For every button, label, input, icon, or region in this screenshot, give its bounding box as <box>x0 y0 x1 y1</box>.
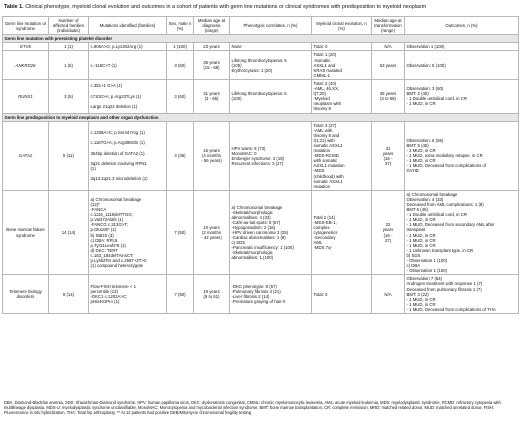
cell-clonal <box>312 190 372 275</box>
cell-outcomes-line: a) Chromosomal breakage <box>406 191 458 197</box>
cell-mutations <box>89 43 167 51</box>
cell-syndrome: GATA2 <box>3 121 49 190</box>
cell-age-line: - 56 years) <box>201 158 222 164</box>
cell-clonal-line: ASXL1 mutation <box>313 163 345 169</box>
cell-clonal-line: -MDS-RCMD <box>313 153 339 159</box>
cell-sex: 3 (60) <box>167 51 194 79</box>
cell-mutations-line: (1) <box>90 165 96 171</box>
table-footnote: DBA: Diamond-Blackfan anemia, SDS: Shwachman-Diamond syndrome, HPV: human papilloma virus, DKC: dyskeratosis congenital, CMML: chronic myelomonocytic leukemia, AML: acute myeloid leukemia, MDS: myelodysplastic syndrome, RCMD: refractory cytopenia with multilineage dysplasia, MDS-U: myelodysplastic syndrome unclassifiable, MonoMAC: Monocytopenia and mycobacterial infection syndrome, BMT: bone marrow transplantation, CR: complete remission, MRD: matched related donor, MUD: matched unrelated donor, FISH: Fluorescence in situ hybridization, THA: Total hip arthroplasty. ** At 12 patients had positive DEB/Mitomycin chromosomal fragility testing <box>4 400 501 415</box>
cell-clonal-line: Total 2 (14) <box>313 214 335 220</box>
cell-mutations-line: Large 21q22 deletion (1) <box>90 103 138 109</box>
cell-age <box>194 79 230 113</box>
header-cell-mutations: Mutations identified (families) <box>89 17 167 35</box>
cell-clonal-line: somatic ASXL1 <box>313 178 343 184</box>
cell-outcomes-line: - 1 MUD, in CR <box>406 301 436 307</box>
cell-mutations-line: d) DKC: TERT <box>90 247 119 253</box>
header-cell-clonal: Myeloid clonal evolution, n (%) <box>312 17 372 35</box>
caption-text: Clinical phenotype, myeloid clonal evolution and outcomes in a cohort of patients with germ line mutations or clinical syndromes with predisposition to myeloid neoplasm <box>25 4 427 10</box>
cell-mutations-line: -DKC1 c.1202A>C; <box>90 294 128 300</box>
cell-phenotype <box>230 79 312 113</box>
table-caption <box>4 4 516 11</box>
cell-outcomes <box>405 190 519 275</box>
cell-mutations-line: 3q13.2q21.3 microdeletion (1) <box>90 176 148 182</box>
cell-mutations-line: p.Glu105* (1) <box>90 227 117 233</box>
cell-clonal <box>312 43 372 51</box>
cell-phenotype-line: -Hypogonadism: 2 (16) <box>231 224 276 230</box>
cell-syndrome: Bone marrow failure syndrome <box>3 190 49 275</box>
caption-label: Table 1. <box>4 4 24 10</box>
cell-clonal-line: trisomy 8 <box>313 106 331 112</box>
cell-clonal-line: -Somatic <box>313 57 331 63</box>
cell-clonal-line: trisomy 8 and <box>313 132 340 138</box>
cell-outcomes-line: BMT: 5 (45) <box>406 142 429 148</box>
cell-mutations-line: p.Tyr31Leufs*8 (1) <box>90 242 126 248</box>
cell-transform <box>372 51 405 79</box>
cell-transform-line: 27) <box>384 237 392 243</box>
cell-phenotype-line: Recurrent infections: 3 (27) <box>231 160 284 166</box>
cell-age <box>194 275 230 314</box>
cell-phenotype-line: Emberger syndrome: 2 (18) <box>231 155 285 161</box>
cell-outcomes-line: - 2 MUD, in CR <box>406 148 436 154</box>
cell-outcomes-line: - 1 MUD, in CR <box>406 217 436 223</box>
cell-clonal-line: Total: 2 (40) <box>313 80 337 86</box>
cell-sex: 3 (60) <box>167 79 194 113</box>
section-row <box>3 113 519 121</box>
cell-outcomes-line: - 1 MUD, extra medullary relapse, in CR <box>406 153 483 159</box>
cell-outcomes-line: Observation 7 (64) <box>406 276 443 282</box>
cell-transform-line: 63 years <box>379 62 397 68</box>
cell-age-line: 23 years <box>203 44 220 50</box>
cell-age <box>194 43 230 51</box>
cell-syndrome: ANKRD26 <box>3 51 49 79</box>
cell-sex: 4 (36) <box>167 121 194 190</box>
section-title: Germ line mutation with preexisting platelet disorder <box>3 35 519 43</box>
cell-age-line: (3 - 66) <box>204 96 219 102</box>
cell-clonal-line: mutation <box>313 183 330 189</box>
cell-clonal-line: AML <box>313 240 323 246</box>
cell-phenotype <box>230 43 312 51</box>
cell-phenotype-line: HPV warts: 8 (73) <box>231 145 266 151</box>
cell-mutations-line: c.1115_1118delTTGG; <box>90 212 133 218</box>
cell-transform-line: (3 to 66) <box>379 96 396 102</box>
cell-outcomes-line: - 1 MUD, in CR <box>406 232 436 238</box>
cell-outcomes-line: Observation: 6 (55) <box>406 137 444 143</box>
cell-age-line: (4 months <box>201 153 222 159</box>
cell-families: 3 (5) <box>49 79 89 113</box>
header-row <box>3 17 519 35</box>
cell-mutations-line: c.1187G>A; p.Arg396Gln (1) <box>90 140 145 146</box>
cell-mutations-line: c.905A>G; p.Lys302Arg (1) <box>90 44 143 50</box>
cell-phenotype-line: None <box>231 44 242 50</box>
cell-mutations-line: 354bp deletion of GATA2 (1) <box>90 150 145 156</box>
cell-age-line: 36 years <box>203 60 220 66</box>
cell-age-line: (15 - 68) <box>203 65 220 71</box>
cell-age <box>194 190 230 275</box>
cell-mutations-line: c) DBA: RPL5 <box>90 237 118 243</box>
cell-phenotype-line: -Premature graying of hair 0 <box>231 299 285 305</box>
table-row <box>3 121 519 190</box>
cell-age-line: 10 years <box>203 224 220 230</box>
cell-outcomes-line: Observation 1 (100) <box>406 44 445 50</box>
cell-families: 1 (1) <box>49 43 89 51</box>
cell-outcomes-line: Deceased from pulmonary fibrosis 1 (7) <box>406 286 482 292</box>
cell-outcomes-line: BMT 5 (45) <box>406 207 428 213</box>
cell-outcomes-line: - 1 MUD, in CR <box>406 237 436 243</box>
cell-transform <box>372 190 405 275</box>
cell-outcomes-line: - Observation 1 (100) <box>406 268 448 274</box>
cell-outcomes-line: Androgen treatment with response 1 (7) <box>406 281 483 287</box>
header-cell-outcomes: Outcomes, n (%) <box>405 17 519 35</box>
cell-mutations-line: 3q21 deletion involving RPN1 <box>90 160 147 166</box>
cell-transform-line: 22 <box>385 222 391 228</box>
cell-outcomes-line: Deceased from AML complications: 1 (8) <box>406 202 484 207</box>
cell-outcomes-line: BMT: 3 (22) <box>406 291 429 297</box>
cell-age-line: - 42 years) <box>201 235 222 241</box>
cell-mutations-line: c.-116C>T (1) <box>90 62 117 68</box>
cell-clonal-line: -Secondary <box>313 235 336 241</box>
cell-clonal-line: with somatic <box>313 158 338 164</box>
cell-phenotype-line: -DKC phenotype: 8 (57) <box>231 283 277 289</box>
table-row <box>3 190 519 275</box>
cell-outcomes-line: b) SDS <box>406 252 421 258</box>
cell-transform-line: (16 - <box>383 155 393 161</box>
cell-transform-line: N/A <box>384 291 392 297</box>
cell-clonal <box>312 121 372 190</box>
cell-mutations-line: -FANCA <box>90 207 107 213</box>
cell-transform <box>372 79 405 113</box>
cell-clonal-line: cytogenetics <box>313 230 338 236</box>
cell-clonal-line: Total: 3 (27) <box>313 122 337 128</box>
cell-clonal-line: KRAS mutated <box>313 67 342 73</box>
cell-mutations-line: c710G>A; p.Arg237Lys (1) <box>90 93 142 99</box>
cell-mutations <box>89 190 167 275</box>
cell-sex: 7 (50) <box>167 190 194 275</box>
cell-clonal-line: Total: 0 <box>313 44 328 50</box>
cell-phenotype-line: abnormalities: 1 (100) <box>231 255 274 261</box>
cell-clonal-line: Total: 1 (20) <box>313 52 337 58</box>
cell-phenotype-line: -Skeletal/morphologic <box>231 250 273 256</box>
cell-clonal-line: -AML with <box>313 127 333 133</box>
cell-mutations <box>89 79 167 113</box>
cell-outcomes-line: Observation: 4 (33) <box>406 196 444 202</box>
cell-sex: 1 (100) <box>167 43 194 51</box>
cell-phenotype-line: Lifelong thrombocytopenia: 5 <box>231 57 287 63</box>
cell-outcomes-line: transplant <box>406 227 426 233</box>
header-cell-age: Median age at diagnosis (range) <box>194 17 230 35</box>
cell-clonal-line: neoplasm with <box>313 101 341 107</box>
cell-clonal-line: -AML, 46,XX, <box>313 86 340 92</box>
cell-families: 5 (11) <box>49 121 89 190</box>
cell-clonal-line: CMML-1 <box>313 72 330 78</box>
cell-phenotype-line: -HPV driven carcinoma 3 (25) <box>231 230 289 236</box>
cell-mutations <box>89 51 167 79</box>
table-row <box>3 275 519 314</box>
cell-outcomes <box>405 275 519 314</box>
cell-phenotype-line: c) SDS <box>231 240 246 246</box>
cell-outcomes-line: - 1 MUD, Deceased from secondary AML after <box>406 222 495 228</box>
header-cell-families: Number of affected families (individuals) <box>49 17 89 35</box>
cell-clonal-line: -MDS <box>313 168 325 174</box>
cell-mutations-line: (1) compound heterozygote <box>90 263 144 269</box>
cell-clonal-line: (childhood) with <box>313 173 344 179</box>
section-title: Germ line predisposition to myeloid neoplasm and other organ dysfunction <box>3 113 519 121</box>
cell-outcomes <box>405 51 519 79</box>
cell-clonal <box>312 275 372 314</box>
cell-outcomes-line: Observation: 3 (60) <box>406 86 444 92</box>
cell-transform <box>372 275 405 314</box>
cell-mutations-line: c.1339A>C; p.Ser447Arg (1) <box>90 130 145 136</box>
cell-phenotype <box>230 121 312 190</box>
cell-transform-line: (16 - <box>383 232 393 238</box>
cell-clonal <box>312 79 372 113</box>
cell-mutations-line: p.Val372Alafs (1) <box>90 217 124 223</box>
cell-mutations-line: p.Lys62Ter and c.2587+2T>C <box>90 258 147 264</box>
cell-phenotype-line: Lifelong thrombocytopenia: 5 <box>231 91 287 97</box>
cell-age-line: 16 years <box>203 148 220 154</box>
cell-outcomes-line: - 1 Double umbilical cord, in CR <box>406 212 467 218</box>
cell-mutations-line: percentile (13) <box>90 289 118 295</box>
cell-age <box>194 121 230 190</box>
cell-clonal-line: t(1;21) with <box>313 137 335 143</box>
cell-clonal-line: complex <box>313 224 330 230</box>
cell-mutations <box>89 121 167 190</box>
cell-outcomes-line: - 1 MUD, in CR <box>406 101 436 107</box>
cell-phenotype-line: a) Chromosomal breakage <box>231 204 283 210</box>
cell-syndrome: Telomere biology disorders <box>3 275 49 314</box>
cell-families: 14 (14) <box>49 190 89 275</box>
cell-outcomes-line: BMT: 2 (40) <box>406 91 429 97</box>
cell-clonal-line: mutation <box>313 148 330 154</box>
header-cell-phenotype: Phenotypic correlates, n (%) <box>230 17 312 35</box>
cell-phenotype-line: abnormalities: 4 (33) <box>231 214 271 220</box>
cell-families: 9 (14) <box>49 275 89 314</box>
table-row <box>3 51 519 79</box>
cell-age-line: 31 years <box>203 91 220 97</box>
cell-clonal <box>312 51 372 79</box>
cell-mutations-line: b) SBDS (3) <box>90 232 114 238</box>
cell-outcomes-line: c) DBA <box>406 263 421 269</box>
cell-phenotype-line: Erythrocytosis: 1 (20) <box>231 67 273 73</box>
section-row <box>3 35 519 43</box>
results-table <box>2 16 519 314</box>
cell-transform-line: 31 <box>385 145 391 151</box>
cell-clonal-line: ASXL1 and <box>313 62 336 68</box>
cell-mutations-line: pHis401Pro (1) <box>90 299 120 305</box>
cell-phenotype-line: MonoMAC: 0 <box>231 150 257 156</box>
cell-sex: 7 (50) <box>167 275 194 314</box>
cell-age-line: (2 months <box>201 230 222 236</box>
cell-phenotype <box>230 275 312 314</box>
cell-mutations-line: a) Chromosomal breakage <box>90 196 142 202</box>
cell-outcomes-line: - 1 MUD, in CR <box>406 242 436 248</box>
cell-age-line: 19 years <box>203 289 220 295</box>
cell-outcomes <box>405 79 519 113</box>
cell-clonal-line: -MDS-EB-1, <box>313 219 337 225</box>
cell-mutations-line: (12)* <box>90 202 100 207</box>
cell-clonal-line: -MDS 7q- <box>313 245 332 251</box>
cell-clonal-line: t(7;20) <box>313 91 326 97</box>
cell-outcomes-line: - 1 Double umbilical cord, in CR <box>406 96 467 102</box>
cell-phenotype <box>230 51 312 79</box>
cell-mutations-line: c.351+1 G>A (1) <box>90 83 123 89</box>
cell-phenotype-line: (100) <box>231 62 242 68</box>
cell-clonal-line: Total: 0 <box>313 291 328 297</box>
cell-outcomes-line: - Observation 1 (100) <box>406 258 448 264</box>
cell-families: 1 (5) <box>49 51 89 79</box>
table-row <box>3 79 519 113</box>
cell-clonal-line: -Myeloid <box>313 96 330 102</box>
cell-transform-line: N/A <box>384 44 392 50</box>
header-cell-sex: Sex, male n (%) <box>167 17 194 35</box>
table-body <box>3 35 519 314</box>
cell-phenotype-line: -Liver fibrosis 2 (14) <box>231 294 270 300</box>
cell-transform-line: 37) <box>384 160 392 166</box>
header-cell-transform: Median age at transformation (range) <box>372 17 405 35</box>
cell-transform <box>372 121 405 190</box>
cell-phenotype-line: (100) <box>231 96 242 102</box>
cell-outcomes-line: GVHD <box>406 168 419 174</box>
cell-mutations-line: -FANCG c.313G>T; <box>90 222 128 228</box>
cell-clonal-line: somatic ASXL1 <box>313 142 343 148</box>
cell-phenotype-line: -Cardiac abnormalities: 1 (8) <box>231 235 286 241</box>
cell-transform-line: years <box>382 150 394 156</box>
cell-phenotype <box>230 190 312 275</box>
cell-phenotype-line: -Pulmonary fibrosis 3 (21) <box>231 289 281 295</box>
cell-mutations <box>89 275 167 314</box>
cell-syndrome: RUNX1 <box>3 79 49 113</box>
cell-outcomes <box>405 43 519 51</box>
header-cell-syndrome: Germ line mutation or syndrome <box>3 17 49 35</box>
cell-phenotype-line: -Café-au-lait spots: 8 (67) <box>231 219 281 225</box>
cell-transform-line: 35 years <box>379 91 397 97</box>
cell-outcomes-line: - 1 MUD, Deceased from complications of THA <box>406 306 496 312</box>
cell-outcomes-line: - 1 MUD, Deceased from complications of <box>406 163 487 169</box>
cell-age <box>194 51 230 79</box>
cell-outcomes-line: - 1 MUD, in CR <box>406 158 436 164</box>
cell-outcomes-line: - 1 Unknown transplant type, in CR <box>406 247 474 253</box>
cell-age-line: (9 to 61) <box>203 294 220 300</box>
cell-transform <box>372 43 405 51</box>
table-row <box>3 43 519 51</box>
cell-outcomes-line: Observation: 5 (100) <box>406 62 446 68</box>
cell-syndrome: ETV6 <box>3 43 49 51</box>
cell-phenotype-line: -Pancreatic insufficiency: 1 (100) <box>231 245 294 251</box>
cell-mutations-line: Flow-FISH telomere < 1 <box>90 283 136 289</box>
cell-mutations-line: c.183_184delTAinsCT; <box>90 252 134 258</box>
cell-transform-line: years <box>382 227 394 233</box>
cell-outcomes-line: - 1 MUD, in CR <box>406 296 436 302</box>
cell-outcomes <box>405 121 519 190</box>
cell-phenotype-line: -Skeletal/morphologic <box>231 209 273 215</box>
